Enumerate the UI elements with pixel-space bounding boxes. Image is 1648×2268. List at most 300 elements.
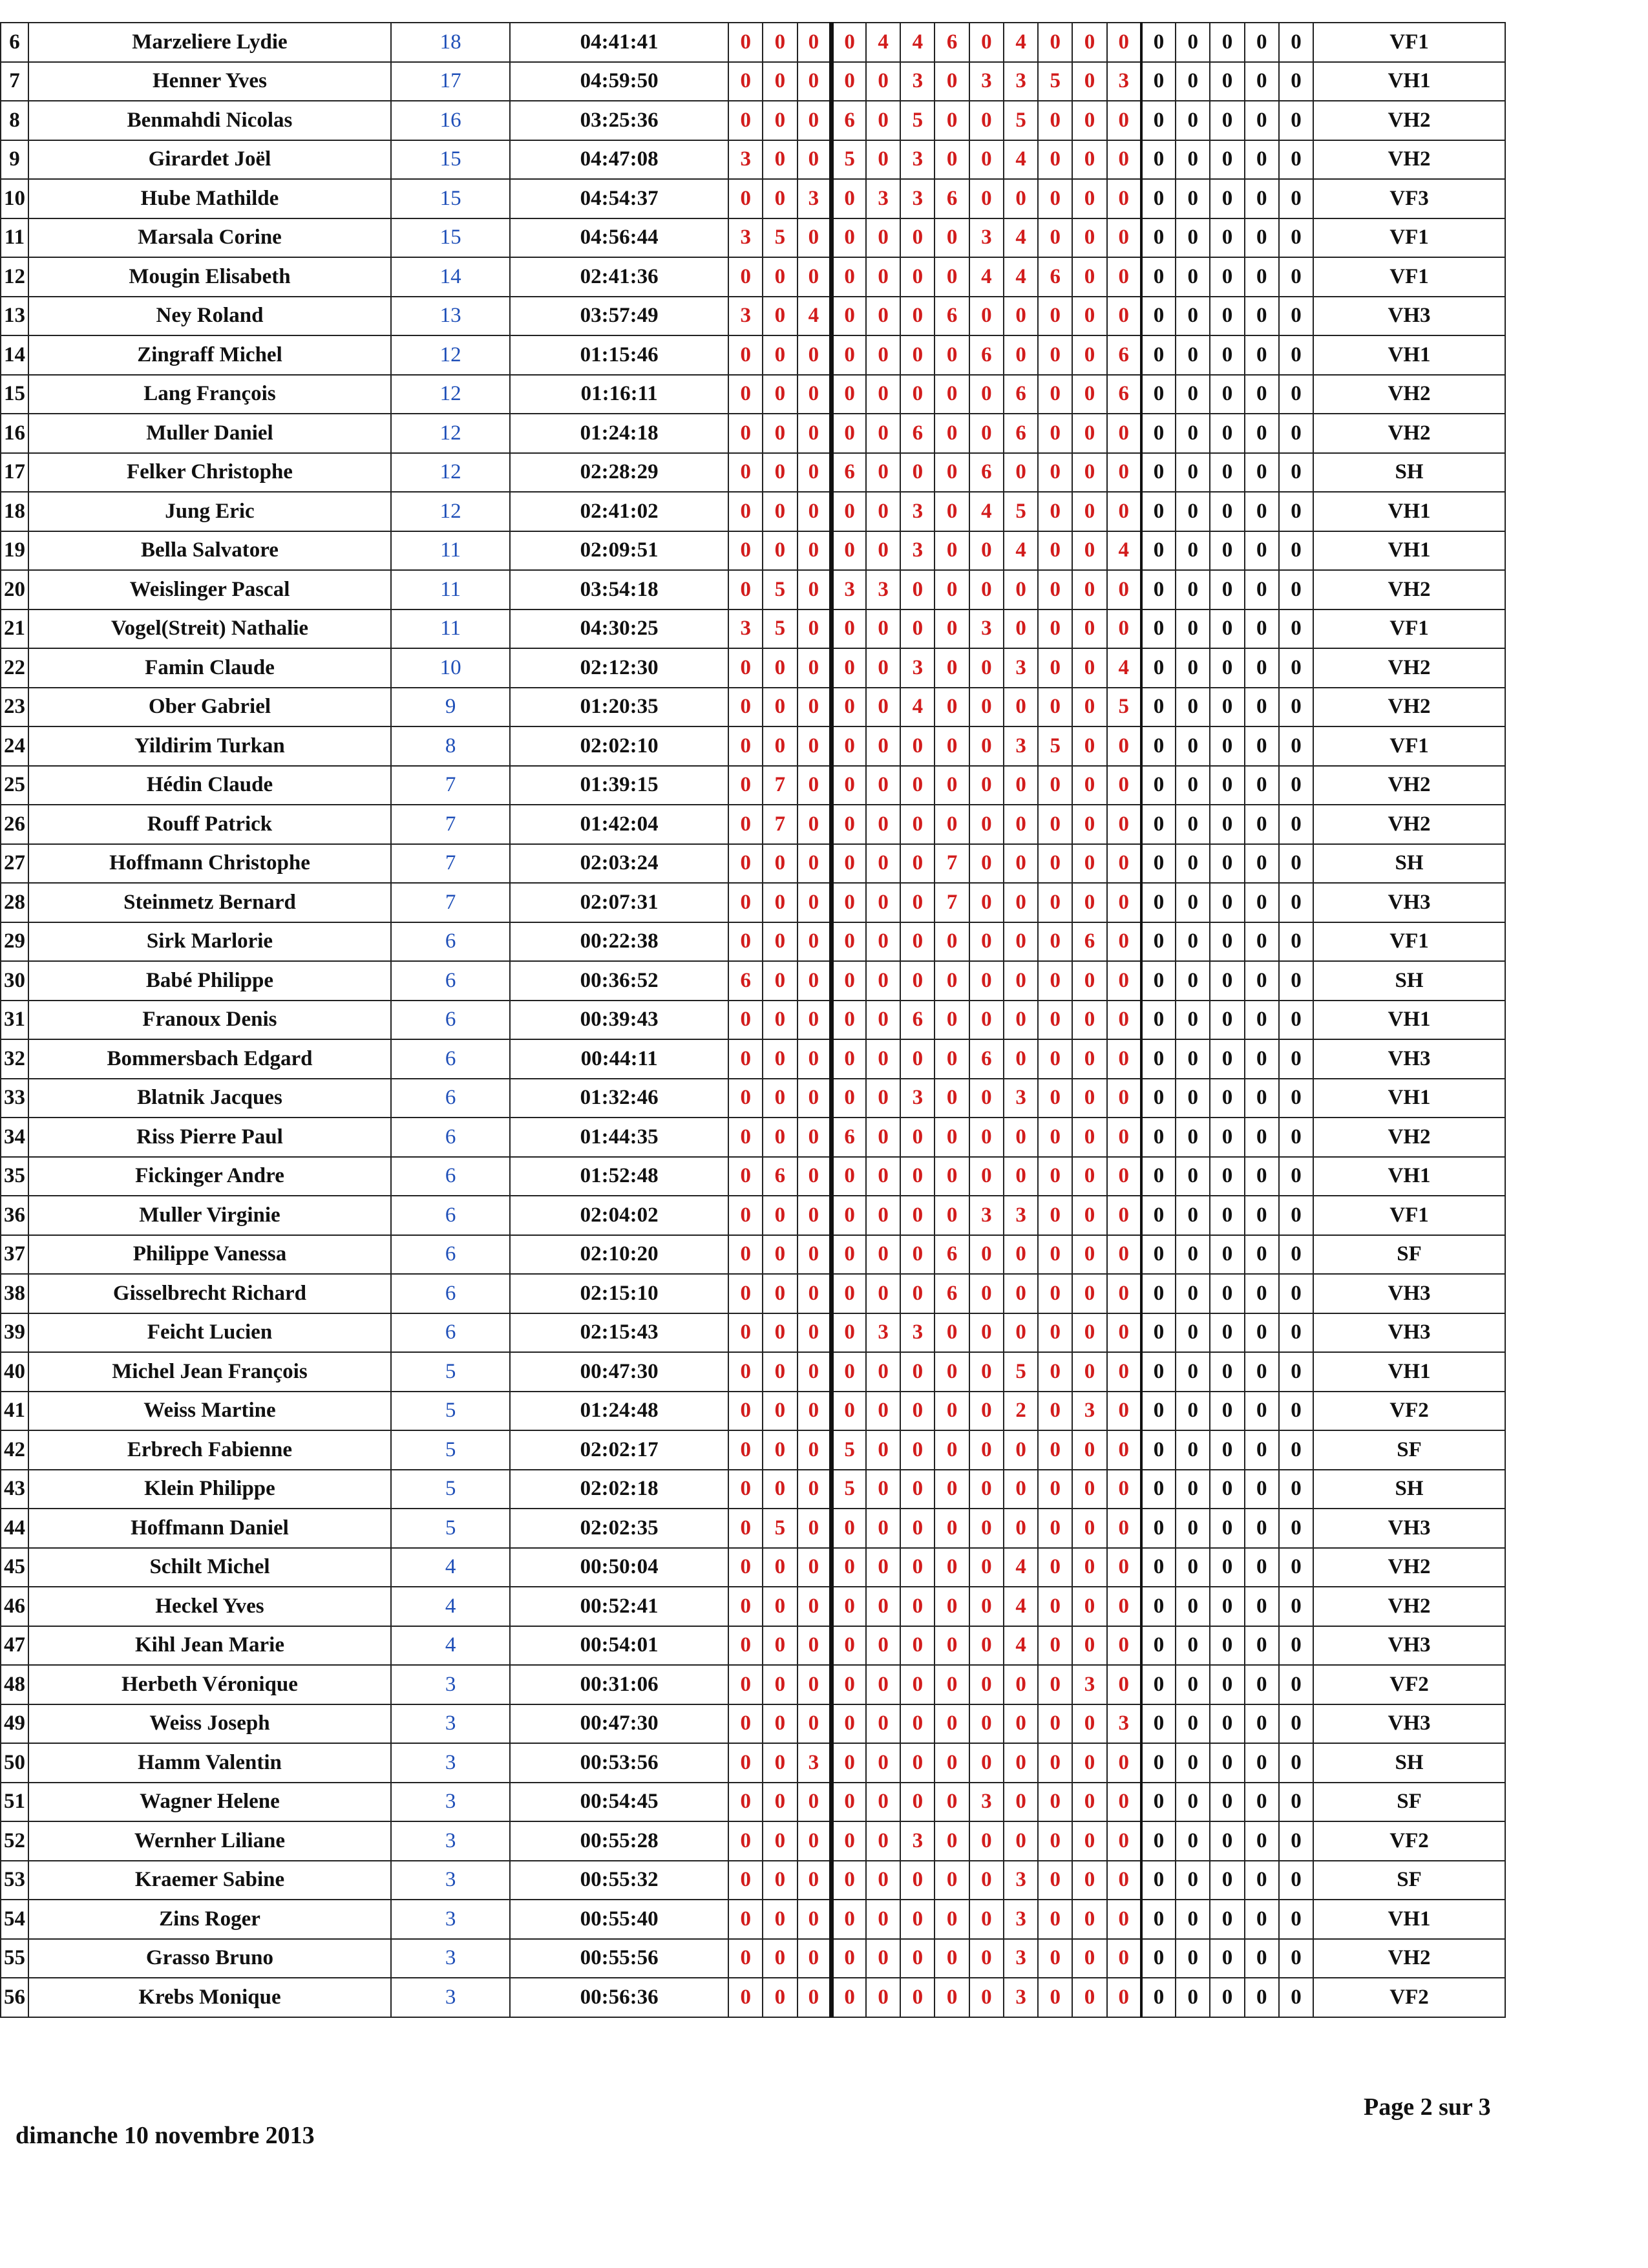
score-cell: 6 [1072, 922, 1106, 962]
category-cell: VH3 [1313, 1626, 1505, 1666]
bonus-cell: 0 [1176, 1430, 1210, 1470]
bonus-cell: 0 [1141, 531, 1176, 571]
category-cell: VH2 [1313, 101, 1505, 140]
score-cell: 0 [728, 726, 763, 766]
score-cell: 0 [798, 883, 832, 922]
bonus-cell: 0 [1176, 492, 1210, 531]
score-cell: 0 [1072, 609, 1106, 649]
table-row [1, 1509, 1505, 1548]
time-cell: 01:20:35 [510, 688, 728, 727]
bonus-cell: 0 [1245, 766, 1279, 805]
score-cell: 0 [1038, 453, 1072, 493]
score-cell: 4 [900, 688, 935, 727]
rank-cell: 48 [1, 1665, 28, 1704]
score-cell: 0 [969, 1509, 1004, 1548]
score-cell: 2 [1004, 1392, 1038, 1431]
score-cell: 0 [763, 1392, 797, 1431]
bonus-cell: 0 [1210, 961, 1244, 1001]
time-cell: 01:44:35 [510, 1118, 728, 1157]
table-row [1, 1548, 1505, 1587]
score-cell: 0 [1038, 218, 1072, 258]
category-cell: VF1 [1313, 257, 1505, 297]
participant-name: Lang François [28, 375, 391, 414]
score-cell: 3 [900, 492, 935, 531]
score-cell: 3 [900, 62, 935, 101]
score-cell: 0 [1072, 23, 1106, 62]
score-cell: 0 [1038, 1900, 1072, 1939]
bonus-cell: 0 [1279, 922, 1313, 962]
score-cell: 0 [1004, 766, 1038, 805]
score-cell: 0 [798, 805, 832, 844]
score-cell: 0 [969, 1470, 1004, 1509]
score-cell: 3 [1004, 1861, 1038, 1900]
bonus-cell: 0 [1210, 726, 1244, 766]
time-cell: 02:02:17 [510, 1430, 728, 1470]
table-row [1, 1196, 1505, 1235]
category-cell: VH1 [1313, 492, 1505, 531]
bonus-cell: 0 [1279, 453, 1313, 493]
score-cell: 3 [969, 62, 1004, 101]
category-cell: SF [1313, 1235, 1505, 1275]
score-cell: 0 [798, 766, 832, 805]
score-cell: 0 [728, 1626, 763, 1666]
score-cell: 0 [866, 1704, 900, 1744]
score-cell: 0 [935, 218, 969, 258]
score-cell: 0 [969, 726, 1004, 766]
score-cell: 0 [832, 1743, 866, 1783]
score-cell: 0 [935, 1313, 969, 1353]
score-cell: 0 [1038, 1783, 1072, 1822]
bonus-cell: 0 [1176, 648, 1210, 688]
bonus-cell: 0 [1245, 1274, 1279, 1313]
bonus-cell: 0 [1210, 766, 1244, 805]
score-cell: 0 [798, 335, 832, 375]
score-cell: 0 [900, 961, 935, 1001]
table-row [1, 1743, 1505, 1783]
score-cell: 0 [969, 1978, 1004, 2017]
bonus-cell: 0 [1141, 257, 1176, 297]
score-cell: 0 [900, 1118, 935, 1157]
rank-cell: 38 [1, 1274, 28, 1313]
score-cell: 0 [900, 805, 935, 844]
bonus-cell: 0 [1141, 1430, 1176, 1470]
time-cell: 00:53:56 [510, 1743, 728, 1783]
bonus-cell: 0 [1279, 1313, 1313, 1353]
score-cell: 0 [1072, 62, 1106, 101]
bonus-cell: 0 [1279, 375, 1313, 414]
score-cell: 0 [935, 648, 969, 688]
bonus-cell: 0 [1245, 1587, 1279, 1626]
score-cell: 0 [728, 453, 763, 493]
score-cell: 4 [1004, 140, 1038, 180]
score-cell: 0 [1038, 1587, 1072, 1626]
table-row [1, 570, 1505, 609]
score-cell: 0 [728, 1235, 763, 1275]
rank-cell: 27 [1, 844, 28, 884]
score-cell: 0 [1107, 1392, 1141, 1431]
score-cell: 0 [1107, 1313, 1141, 1353]
score-cell: 0 [969, 1704, 1004, 1744]
score-cell: 0 [900, 1430, 935, 1470]
score-cell: 0 [935, 62, 969, 101]
score-cell: 0 [832, 1352, 866, 1392]
category-cell: VH3 [1313, 1704, 1505, 1744]
score-cell: 0 [763, 140, 797, 180]
table-row [1, 1626, 1505, 1666]
time-cell: 04:30:25 [510, 609, 728, 649]
points-cell: 3 [391, 1821, 510, 1861]
time-cell: 00:44:11 [510, 1039, 728, 1079]
score-cell: 0 [866, 648, 900, 688]
category-cell: SF [1313, 1783, 1505, 1822]
points-cell: 6 [391, 961, 510, 1001]
participant-name: Weislinger Pascal [28, 570, 391, 609]
table-row [1, 257, 1505, 297]
bonus-cell: 0 [1210, 62, 1244, 101]
score-cell: 0 [763, 492, 797, 531]
rank-cell: 19 [1, 531, 28, 571]
score-cell: 6 [1004, 414, 1038, 453]
score-cell: 0 [1072, 1509, 1106, 1548]
score-cell: 7 [935, 883, 969, 922]
points-cell: 6 [391, 922, 510, 962]
participant-name: Erbrech Fabienne [28, 1430, 391, 1470]
score-cell: 0 [798, 1157, 832, 1196]
score-cell: 0 [866, 1039, 900, 1079]
score-cell: 0 [798, 1430, 832, 1470]
bonus-cell: 0 [1245, 1430, 1279, 1470]
points-cell: 11 [391, 609, 510, 649]
score-cell: 0 [728, 1665, 763, 1704]
score-cell: 4 [1107, 531, 1141, 571]
rank-cell: 24 [1, 726, 28, 766]
score-cell: 0 [969, 1313, 1004, 1353]
bonus-cell: 0 [1141, 961, 1176, 1001]
score-cell: 0 [1038, 335, 1072, 375]
score-cell: 0 [832, 688, 866, 727]
score-cell: 3 [1004, 648, 1038, 688]
table-row [1, 1704, 1505, 1744]
score-cell: 0 [1107, 1430, 1141, 1470]
participant-name: Klein Philippe [28, 1470, 391, 1509]
score-cell: 0 [728, 1978, 763, 2017]
score-cell: 0 [900, 335, 935, 375]
category-cell: VH2 [1313, 1587, 1505, 1626]
category-cell: VF1 [1313, 23, 1505, 62]
score-cell: 0 [900, 297, 935, 336]
points-cell: 6 [391, 1001, 510, 1040]
rank-cell: 50 [1, 1743, 28, 1783]
rank-cell: 39 [1, 1313, 28, 1353]
table-row [1, 609, 1505, 649]
points-cell: 5 [391, 1430, 510, 1470]
score-cell: 0 [1107, 1509, 1141, 1548]
table-row [1, 1470, 1505, 1509]
score-cell: 0 [798, 1079, 832, 1118]
score-cell: 0 [798, 1509, 832, 1548]
table-row [1, 805, 1505, 844]
score-cell: 0 [728, 414, 763, 453]
score-cell: 0 [798, 1235, 832, 1275]
bonus-cell: 0 [1176, 1039, 1210, 1079]
time-cell: 02:02:10 [510, 726, 728, 766]
score-cell: 3 [900, 1079, 935, 1118]
bonus-cell: 0 [1245, 1665, 1279, 1704]
time-cell: 02:02:18 [510, 1470, 728, 1509]
score-cell: 0 [1072, 1196, 1106, 1235]
category-cell: VH2 [1313, 688, 1505, 727]
score-cell: 0 [763, 688, 797, 727]
points-cell: 6 [391, 1157, 510, 1196]
score-cell: 0 [728, 648, 763, 688]
table-row [1, 101, 1505, 140]
bonus-cell: 0 [1210, 297, 1244, 336]
category-cell: VF2 [1313, 1392, 1505, 1431]
table-row [1, 1392, 1505, 1431]
bonus-cell: 0 [1141, 375, 1176, 414]
category-cell: VH2 [1313, 1939, 1505, 1978]
participant-name: Jung Eric [28, 492, 391, 531]
bonus-cell: 0 [1245, 453, 1279, 493]
score-cell: 0 [798, 1039, 832, 1079]
participant-name: Franoux Denis [28, 1001, 391, 1040]
category-cell: VH2 [1313, 570, 1505, 609]
participant-name: Fickinger Andre [28, 1157, 391, 1196]
time-cell: 04:47:08 [510, 140, 728, 180]
score-cell: 0 [935, 1157, 969, 1196]
score-cell: 0 [763, 257, 797, 297]
score-cell: 0 [763, 1470, 797, 1509]
score-cell: 0 [832, 1392, 866, 1431]
score-cell: 0 [763, 1196, 797, 1235]
score-cell: 0 [1038, 1821, 1072, 1861]
table-row [1, 1118, 1505, 1157]
score-cell: 0 [969, 1548, 1004, 1587]
score-cell: 0 [763, 101, 797, 140]
bonus-cell: 0 [1176, 570, 1210, 609]
bonus-cell: 0 [1210, 101, 1244, 140]
category-cell: VF2 [1313, 1665, 1505, 1704]
rank-cell: 17 [1, 453, 28, 493]
bonus-cell: 0 [1210, 1274, 1244, 1313]
time-cell: 03:25:36 [510, 101, 728, 140]
score-cell: 0 [798, 1587, 832, 1626]
score-cell: 0 [798, 1665, 832, 1704]
score-cell: 0 [1107, 961, 1141, 1001]
score-cell: 5 [1038, 62, 1072, 101]
category-cell: VH2 [1313, 805, 1505, 844]
score-cell: 3 [1004, 726, 1038, 766]
score-cell: 0 [798, 1392, 832, 1431]
score-cell: 0 [832, 609, 866, 649]
points-cell: 17 [391, 62, 510, 101]
score-cell: 0 [900, 218, 935, 258]
points-cell: 6 [391, 1118, 510, 1157]
rank-cell: 49 [1, 1704, 28, 1744]
score-cell: 0 [969, 1743, 1004, 1783]
score-cell: 0 [763, 648, 797, 688]
time-cell: 02:15:43 [510, 1313, 728, 1353]
score-cell: 4 [900, 23, 935, 62]
points-cell: 7 [391, 883, 510, 922]
bonus-cell: 0 [1176, 531, 1210, 571]
bonus-cell: 0 [1141, 766, 1176, 805]
table-row [1, 492, 1505, 531]
score-cell: 4 [1004, 218, 1038, 258]
score-cell: 0 [1107, 844, 1141, 884]
points-cell: 4 [391, 1548, 510, 1587]
score-cell: 0 [1004, 883, 1038, 922]
bonus-cell: 0 [1210, 1235, 1244, 1275]
score-cell: 0 [1072, 1821, 1106, 1861]
score-cell: 0 [1072, 375, 1106, 414]
category-cell: SH [1313, 453, 1505, 493]
bonus-cell: 0 [1279, 1274, 1313, 1313]
score-cell: 3 [1004, 1079, 1038, 1118]
score-cell: 0 [763, 335, 797, 375]
category-cell: VH1 [1313, 1157, 1505, 1196]
bonus-cell: 0 [1141, 1587, 1176, 1626]
participant-name: Muller Virginie [28, 1196, 391, 1235]
score-cell: 0 [1107, 726, 1141, 766]
score-cell: 0 [1107, 1039, 1141, 1079]
bonus-cell: 0 [1176, 1079, 1210, 1118]
score-cell: 0 [866, 688, 900, 727]
bonus-cell: 0 [1245, 140, 1279, 180]
bonus-cell: 0 [1176, 1118, 1210, 1157]
bonus-cell: 0 [1141, 23, 1176, 62]
score-cell: 0 [728, 531, 763, 571]
bonus-cell: 0 [1245, 531, 1279, 571]
score-cell: 0 [832, 414, 866, 453]
score-cell: 0 [1038, 531, 1072, 571]
bonus-cell: 0 [1279, 101, 1313, 140]
score-cell: 0 [728, 1470, 763, 1509]
score-cell: 0 [935, 1039, 969, 1079]
rank-cell: 32 [1, 1039, 28, 1079]
bonus-cell: 0 [1245, 1509, 1279, 1548]
time-cell: 02:41:02 [510, 492, 728, 531]
bonus-cell: 0 [1245, 335, 1279, 375]
score-cell: 0 [1072, 1430, 1106, 1470]
score-cell: 0 [1038, 1743, 1072, 1783]
time-cell: 00:50:04 [510, 1548, 728, 1587]
bonus-cell: 0 [1141, 297, 1176, 336]
score-cell: 0 [763, 1939, 797, 1978]
score-cell: 0 [866, 414, 900, 453]
score-cell: 0 [1038, 1548, 1072, 1587]
table-row [1, 1274, 1505, 1313]
score-cell: 0 [969, 1079, 1004, 1118]
rank-cell: 37 [1, 1235, 28, 1275]
score-cell: 0 [1072, 1079, 1106, 1118]
participant-name: Bella Salvatore [28, 531, 391, 571]
score-cell: 0 [1107, 1783, 1141, 1822]
score-cell: 0 [900, 1587, 935, 1626]
bonus-cell: 0 [1141, 62, 1176, 101]
score-cell: 3 [798, 1743, 832, 1783]
score-cell: 0 [832, 1587, 866, 1626]
score-cell: 0 [1004, 1157, 1038, 1196]
score-cell: 0 [1038, 766, 1072, 805]
table-row [1, 218, 1505, 258]
bonus-cell: 0 [1279, 179, 1313, 218]
participant-name: Felker Christophe [28, 453, 391, 493]
table-row [1, 297, 1505, 336]
bonus-cell: 0 [1279, 805, 1313, 844]
score-cell: 0 [728, 1392, 763, 1431]
category-cell: SH [1313, 961, 1505, 1001]
score-cell: 0 [935, 1861, 969, 1900]
score-cell: 0 [1004, 1313, 1038, 1353]
score-cell: 0 [1072, 1626, 1106, 1666]
bonus-cell: 0 [1210, 1665, 1244, 1704]
points-cell: 8 [391, 726, 510, 766]
category-cell: VH2 [1313, 1548, 1505, 1587]
bonus-cell: 0 [1279, 1626, 1313, 1666]
score-cell: 0 [1004, 922, 1038, 962]
bonus-cell: 0 [1141, 609, 1176, 649]
score-cell: 0 [832, 179, 866, 218]
score-cell: 3 [1004, 1939, 1038, 1978]
score-cell: 0 [935, 570, 969, 609]
score-cell: 0 [1038, 1392, 1072, 1431]
time-cell: 00:55:40 [510, 1900, 728, 1939]
bonus-cell: 0 [1279, 492, 1313, 531]
bonus-cell: 0 [1245, 1313, 1279, 1353]
bonus-cell: 0 [1176, 1157, 1210, 1196]
score-cell: 3 [900, 531, 935, 571]
participant-name: Steinmetz Bernard [28, 883, 391, 922]
results-table [0, 22, 1506, 2018]
score-cell: 0 [832, 1157, 866, 1196]
score-cell: 0 [1072, 1548, 1106, 1587]
score-cell: 0 [935, 1978, 969, 2017]
table-row [1, 453, 1505, 493]
score-cell: 0 [1072, 1783, 1106, 1822]
score-cell: 0 [763, 375, 797, 414]
score-cell: 0 [728, 1157, 763, 1196]
score-cell: 0 [935, 922, 969, 962]
score-cell: 0 [935, 453, 969, 493]
bonus-cell: 0 [1210, 883, 1244, 922]
score-cell: 3 [900, 179, 935, 218]
score-cell: 0 [1072, 726, 1106, 766]
score-cell: 0 [900, 1157, 935, 1196]
rank-cell: 18 [1, 492, 28, 531]
points-cell: 12 [391, 492, 510, 531]
bonus-cell: 0 [1141, 453, 1176, 493]
score-cell: 0 [763, 1821, 797, 1861]
bonus-cell: 0 [1141, 1392, 1176, 1431]
score-cell: 0 [900, 1978, 935, 2017]
points-cell: 7 [391, 844, 510, 884]
score-cell: 0 [1072, 1352, 1106, 1392]
points-cell: 15 [391, 218, 510, 258]
score-cell: 0 [900, 1235, 935, 1275]
bonus-cell: 0 [1176, 1470, 1210, 1509]
score-cell: 0 [935, 1743, 969, 1783]
score-cell: 0 [798, 726, 832, 766]
score-cell: 3 [969, 218, 1004, 258]
bonus-cell: 0 [1279, 1001, 1313, 1040]
score-cell: 6 [1004, 375, 1038, 414]
score-cell: 0 [832, 766, 866, 805]
category-cell: VH2 [1313, 140, 1505, 180]
score-cell: 0 [866, 1079, 900, 1118]
score-cell: 0 [1072, 1978, 1106, 2017]
bonus-cell: 0 [1279, 726, 1313, 766]
